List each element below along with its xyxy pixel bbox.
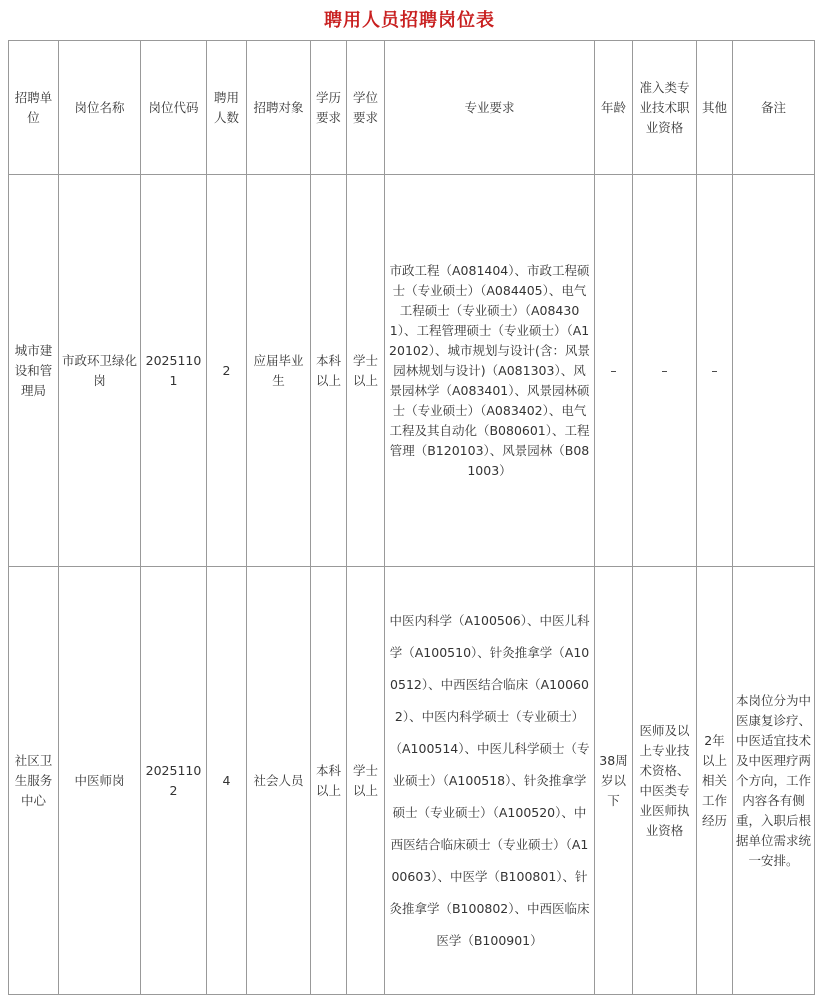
table-row [9,175,815,567]
cell-other: – [697,175,733,567]
header-remark: 备注 [733,41,815,175]
header-degree: 学位要求 [347,41,385,175]
header-post-name: 岗位名称 [59,41,141,175]
cell-unit: 社区卫生服务中心 [9,567,59,995]
cell-education: 本科以上 [311,567,347,995]
header-unit: 招聘单位 [9,41,59,175]
cell-remark: 本岗位分为中医康复诊疗、中医适宜技术及中医理疗两个方向，工作内容各有侧重，入职后根据单位需求统一安排。 [733,567,815,995]
cell-count: 2 [207,175,247,567]
cell-remark [733,175,815,567]
cell-age: 38周岁以下 [595,567,633,995]
cell-post-code: 20251102 [141,567,207,995]
header-qualification: 准入类专业技术职业资格 [633,41,697,175]
cell-target: 应届毕业生 [247,175,311,567]
table-row [9,567,815,995]
cell-qualification: – [633,175,697,567]
cell-count: 4 [207,567,247,995]
cell-target: 社会人员 [247,567,311,995]
cell-other: 2年以上相关工作经历 [697,567,733,995]
header-major: 专业要求 [385,41,595,175]
header-age: 年龄 [595,41,633,175]
cell-degree: 学士以上 [347,175,385,567]
cell-education: 本科以上 [311,175,347,567]
cell-degree: 学士以上 [347,567,385,995]
header-other: 其他 [697,41,733,175]
header-target: 招聘对象 [247,41,311,175]
header-count: 聘用人数 [207,41,247,175]
cell-major: 中医内科学（A100506）、中医儿科学（A100510）、针灸推拿学（A100512）、中西医结合临床（A100602）、中医内科学硕士（专业硕士）（A100514）、中医儿科学硕士（专业硕士）（A100518）、针灸推拿学硕士（专业硕士）（A100520）、中西医结合临床硕士（专业硕士）（A100603）、中医学（B100801）、针灸推拿学（B100802）、中西医临床医学（B100901） [385,567,595,995]
cell-qualification: 医师及以上专业技术资格、中医类专业医师执业资格 [633,567,697,995]
recruitment-table [8,40,815,995]
header-post-code: 岗位代码 [141,41,207,175]
cell-post-code: 20251101 [141,175,207,567]
cell-age: – [595,175,633,567]
cell-major: 市政工程（A081404）、市政工程硕士（专业硕士）（A084405）、电气工程硕士（专业硕士）（A084301）、工程管理硕士（专业硕士）（A120102）、城市规划与设计(含：风景园林规划与设计)（A081303）、风景园林学（A083401）、风景园林硕士（专业硕士）（A083402）、电气工程及其自动化（B080601）、工程管理（B120103）、风景园林（B081003） [385,175,595,567]
cell-unit: 城市建设和管理局 [9,175,59,567]
cell-post-name: 市政环卫绿化岗 [59,175,141,567]
page-title: 聘用人员招聘岗位表 [324,10,495,31]
table-header-row [9,41,815,175]
header-education: 学历要求 [311,41,347,175]
cell-post-name: 中医师岗 [59,567,141,995]
